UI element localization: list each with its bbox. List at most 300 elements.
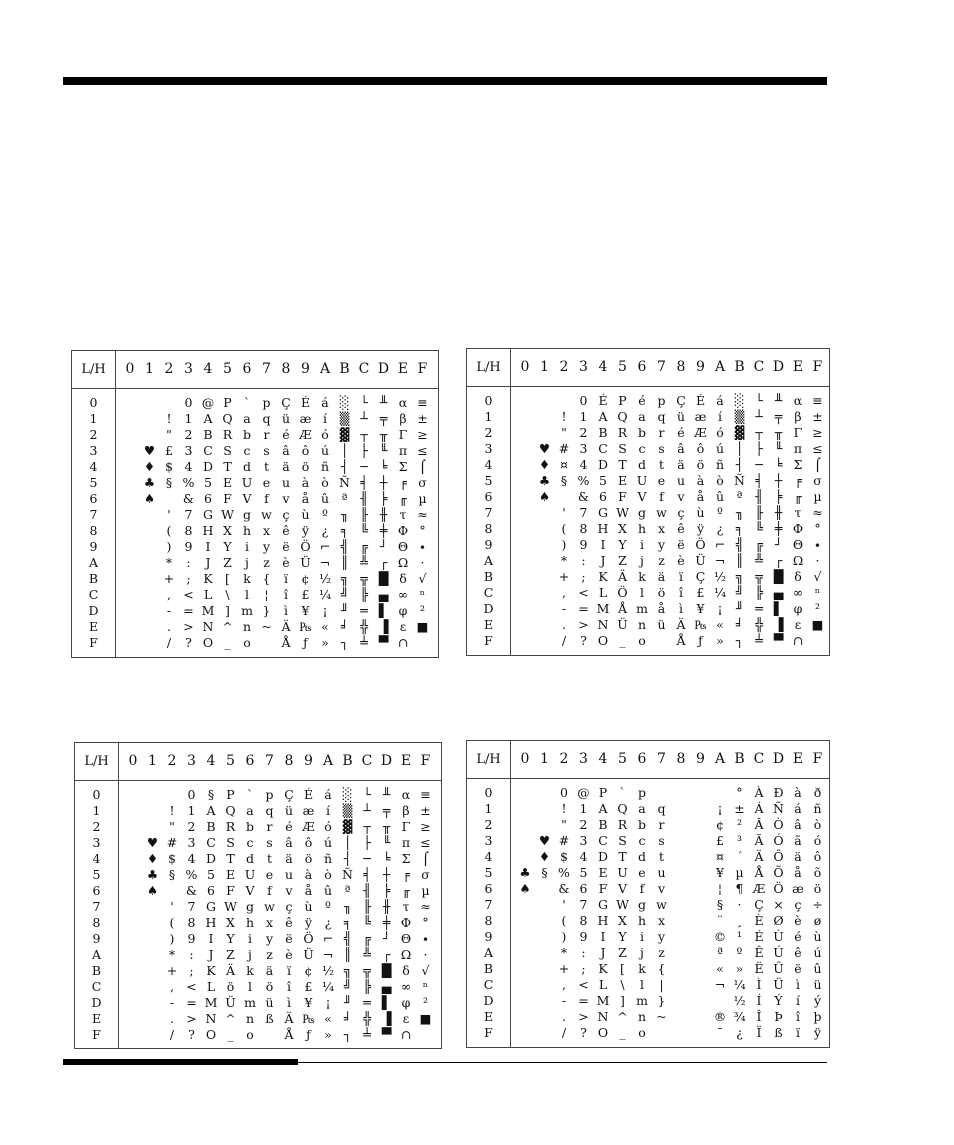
character-cell: / <box>561 1025 567 1040</box>
column-header: 5 <box>618 751 627 767</box>
character-cell: X <box>618 521 627 536</box>
character-cell: ½ <box>321 963 335 978</box>
character-cell: ╬ <box>755 617 763 632</box>
character-cell: 4 <box>184 459 193 474</box>
column-header: D <box>772 751 785 767</box>
row-header: A <box>483 553 494 568</box>
character-cell: ₧ <box>299 619 312 634</box>
character-cell: « <box>716 961 724 976</box>
character-cell: 2 <box>184 427 193 442</box>
character-cell: L <box>598 977 608 992</box>
character-cell: ε <box>402 1011 410 1026</box>
character-cell: ô <box>301 443 310 458</box>
character-cell: F <box>598 881 608 896</box>
character-cell: ö <box>304 851 313 866</box>
character-cell: § <box>207 787 215 802</box>
character-cell: } <box>657 993 666 1008</box>
character-cell: ( <box>561 913 567 928</box>
character-cell: ╝ <box>343 979 352 994</box>
character-cell: û <box>813 961 822 976</box>
character-cell: Ä <box>225 963 236 978</box>
character-cell: ♣ <box>538 473 551 488</box>
character-cell: F <box>618 489 627 504</box>
character-cell: ã <box>794 833 802 848</box>
character-cell: v <box>282 491 290 506</box>
character-cell: ) <box>561 537 567 552</box>
character-cell: ┘ <box>382 931 391 946</box>
character-cell: K <box>203 571 213 586</box>
character-cell: ` <box>243 395 251 410</box>
character-cell: C <box>203 443 213 458</box>
character-cell: O <box>202 635 214 650</box>
character-cell: ╒ <box>794 473 802 488</box>
character-cell: e <box>265 867 274 882</box>
character-cell: B <box>203 427 213 442</box>
character-cell: ╗ <box>340 571 349 586</box>
character-cell: 2 <box>187 819 196 834</box>
character-cell: ü <box>284 803 294 818</box>
character-cell: Ò <box>773 817 784 832</box>
character-cell: b <box>242 427 251 442</box>
character-cell: ä <box>677 457 685 472</box>
character-cell: n <box>637 617 647 632</box>
character-cell: ╙ <box>774 441 783 456</box>
character-cell: └ <box>360 395 368 410</box>
character-cell: C <box>598 441 608 456</box>
character-cell: < <box>183 587 194 602</box>
character-cell: ú <box>715 441 725 456</box>
character-cell: @ <box>201 395 215 410</box>
character-cell: σ <box>813 473 822 488</box>
character-cell: ┐ <box>343 1027 352 1042</box>
character-cell: ⌠ <box>422 851 429 866</box>
character-cell: 4 <box>579 849 588 864</box>
character-cell: c <box>638 441 646 456</box>
character-cell: T <box>618 457 627 472</box>
character-cell: 7 <box>187 899 196 914</box>
character-cell: â <box>794 817 802 832</box>
character-cell: \ <box>620 977 625 992</box>
row-header: F <box>484 633 493 648</box>
character-cell: A <box>206 803 216 818</box>
character-cell: δ <box>399 571 407 586</box>
character-cell: o <box>243 635 251 650</box>
character-cell: i <box>248 931 252 946</box>
character-cell: * <box>560 553 568 568</box>
column-header: 7 <box>265 753 274 769</box>
character-cell: º <box>322 507 328 522</box>
row-header: 6 <box>92 883 101 898</box>
character-cell: 1 <box>184 411 193 426</box>
column-header: 1 <box>540 751 549 767</box>
row-header: 5 <box>484 865 493 880</box>
character-cell: ▓ <box>342 819 353 834</box>
character-cell: w <box>656 897 667 912</box>
character-cell: E <box>222 475 233 490</box>
character-cell: Γ <box>793 425 803 440</box>
character-cell: ` <box>246 787 254 802</box>
character-cell: E <box>598 865 608 880</box>
character-cell: Ú <box>773 945 784 960</box>
character-cell: > <box>578 617 589 632</box>
character-cell: j <box>640 945 644 960</box>
character-cell: ≤ <box>417 443 428 458</box>
character-cell: Ñ <box>734 473 745 488</box>
character-cell: ₧ <box>302 1011 315 1026</box>
character-cell: B <box>598 425 608 440</box>
character-cell: e <box>638 865 646 880</box>
column-header: 1 <box>540 359 549 375</box>
character-cell: ÿ <box>301 523 310 538</box>
character-cell: ª <box>344 883 351 898</box>
character-cell: f <box>639 881 645 896</box>
character-cell: ¦ <box>717 881 723 896</box>
character-cell: µ <box>421 883 430 898</box>
row-header: E <box>483 1009 494 1024</box>
character-cell: q <box>657 409 666 424</box>
character-cell: Y <box>226 931 235 946</box>
character-cell: ╣ <box>340 539 349 554</box>
character-cell: g <box>637 897 646 912</box>
character-cell: Y <box>223 539 232 554</box>
character-cell: u <box>281 475 291 490</box>
character-cell: 0 <box>560 785 568 800</box>
row-header: F <box>92 1027 101 1042</box>
character-cell: ¥ <box>696 601 705 616</box>
table-bottom-left <box>74 742 442 1049</box>
row-header: F <box>89 635 98 650</box>
character-cell: . <box>167 619 171 634</box>
character-cell: v <box>677 489 685 504</box>
character-cell: £ <box>304 979 313 994</box>
character-cell: » <box>735 961 744 976</box>
character-cell: d <box>637 457 646 472</box>
character-cell: ï <box>679 569 683 584</box>
top-rule <box>63 77 827 85</box>
character-cell: ╙ <box>382 835 391 850</box>
row-header: 2 <box>92 819 101 834</box>
character-cell: ; <box>189 963 194 978</box>
character-cell: ≈ <box>420 899 431 914</box>
character-cell: W <box>224 899 237 914</box>
character-cell: l <box>245 587 249 602</box>
character-cell: Å <box>284 1027 294 1042</box>
character-cell: ▀ <box>378 635 389 650</box>
character-cell: ╧ <box>360 635 368 650</box>
row-header: D <box>483 601 494 616</box>
character-cell: p <box>262 395 271 410</box>
character-cell: á <box>324 787 332 802</box>
bottom-rule-thin <box>298 1062 827 1063</box>
character-cell: ï <box>796 1025 800 1040</box>
character-cell: x <box>657 521 666 536</box>
character-cell: Σ <box>398 459 408 474</box>
corner-label: L/H <box>81 362 106 377</box>
character-cell: Z <box>618 945 627 960</box>
character-cell: ` <box>619 785 626 800</box>
character-cell: l <box>640 585 644 600</box>
character-cell: ╛ <box>735 617 744 632</box>
character-cell: 8 <box>579 521 588 536</box>
character-cell: ë <box>677 537 685 552</box>
character-cell: ╥ <box>774 425 783 440</box>
character-cell: ╨ <box>379 395 388 410</box>
character-cell: : <box>189 947 194 962</box>
character-cell: ¡ <box>717 601 723 616</box>
character-cell: ê <box>677 521 685 536</box>
character-cell: é <box>282 427 290 442</box>
character-cell: ╠ <box>363 979 371 994</box>
character-cell: £ <box>165 443 173 458</box>
character-cell: £ <box>696 585 705 600</box>
character-cell: ¯ <box>716 1025 724 1040</box>
character-cell: è <box>282 555 290 570</box>
character-cell: K <box>206 963 216 978</box>
character-cell: J <box>208 947 214 962</box>
character-cell: ═ <box>755 601 763 616</box>
column-header: D <box>377 361 390 377</box>
character-cell: × <box>773 897 784 912</box>
character-cell: ³ <box>736 833 742 848</box>
character-cell: n <box>637 1009 647 1024</box>
character-cell: W <box>221 507 234 522</box>
character-cell: A <box>598 801 608 816</box>
character-cell: ? <box>188 1027 195 1042</box>
column-header: C <box>358 361 370 377</box>
character-cell: ë <box>282 539 290 554</box>
character-cell: ╬ <box>363 1011 371 1026</box>
row-header: 2 <box>89 427 98 442</box>
character-cell: i <box>640 537 644 552</box>
character-cell: ô <box>813 849 822 864</box>
character-cell: ƒ <box>698 633 703 648</box>
column-header: 0 <box>520 751 530 767</box>
column-header: 3 <box>579 751 588 767</box>
character-cell: º <box>325 899 331 914</box>
character-cell: ╤ <box>379 411 388 426</box>
character-cell: ╣ <box>343 931 352 946</box>
character-cell: f <box>659 489 664 504</box>
character-cell: ╕ <box>340 523 349 538</box>
character-cell: π <box>398 443 408 458</box>
character-cell: ¿ <box>736 1025 743 1040</box>
character-cell: 3 <box>579 441 588 456</box>
character-cell: ▄ <box>378 587 389 602</box>
character-cell: _ <box>227 1027 234 1042</box>
character-cell: ± <box>812 409 823 424</box>
column-header: 8 <box>281 361 291 377</box>
character-cell <box>711 993 729 1008</box>
character-cell: º <box>717 505 723 520</box>
character-cell: ² <box>736 817 742 832</box>
character-cell: % <box>577 473 590 488</box>
character-cell: ) <box>169 931 175 946</box>
character-cell: - <box>561 601 567 616</box>
column-header: 7 <box>262 361 271 377</box>
character-cell: h <box>637 521 647 536</box>
character-cell: ▌ <box>773 601 784 616</box>
character-cell: í <box>323 411 327 426</box>
column-header: 2 <box>164 361 174 377</box>
character-cell: É <box>303 787 314 802</box>
column-header: B <box>734 751 745 767</box>
character-cell: 5 <box>204 475 212 490</box>
character-cell: Ç <box>676 393 686 408</box>
character-cell: ] <box>225 603 230 618</box>
character-cell: ╖ <box>735 505 744 520</box>
character-cell: _ <box>224 635 231 650</box>
character-cell: e <box>657 473 666 488</box>
character-cell: M <box>201 603 215 618</box>
character-cell: ü <box>657 617 666 632</box>
table-top-left <box>71 350 439 658</box>
character-cell: ∩ <box>792 633 804 648</box>
row-header: 6 <box>484 489 493 504</box>
character-cell: ╞ <box>379 491 388 506</box>
character-cell: σ <box>421 867 430 882</box>
character-cell: ¡ <box>325 995 331 1010</box>
character-cell: ┼ <box>382 867 391 882</box>
row-header: 6 <box>89 491 98 506</box>
character-cell: ╚ <box>360 523 368 538</box>
character-cell: ¸ <box>736 913 743 928</box>
character-cell: U <box>617 865 628 880</box>
character-cell: d <box>242 459 251 474</box>
character-cell: Ü <box>303 947 314 962</box>
character-cell: é <box>638 393 646 408</box>
character-cell: ¼ <box>733 977 746 992</box>
character-cell: Ñ <box>342 867 353 882</box>
character-cell: s <box>266 835 273 850</box>
character-cell: ♦ <box>538 457 551 472</box>
character-cell: ® <box>713 1009 727 1024</box>
character-cell: Z <box>226 947 235 962</box>
character-cell: î <box>284 587 288 602</box>
character-cell: 9 <box>184 539 193 554</box>
character-cell: Ü <box>695 553 706 568</box>
character-cell: · <box>815 553 820 568</box>
character-cell: ┤ <box>343 851 352 866</box>
character-cell: Φ <box>792 521 804 536</box>
character-cell: ú <box>813 945 822 960</box>
row-header: 1 <box>484 409 493 424</box>
character-cell: 1 <box>187 803 196 818</box>
character-cell: í <box>796 993 800 1008</box>
character-cell: ╜ <box>735 601 744 616</box>
character-cell: & <box>558 881 570 896</box>
character-cell: N <box>202 619 214 634</box>
character-cell: , <box>170 979 174 994</box>
character-cell: φ <box>398 603 408 618</box>
row-header: D <box>88 603 99 618</box>
character-cell: £ <box>716 833 724 848</box>
character-cell: z <box>263 555 270 570</box>
character-cell: ╕ <box>343 915 352 930</box>
table-column-divider <box>510 349 511 655</box>
character-cell: Á <box>754 801 764 816</box>
character-cell: G <box>203 507 213 522</box>
row-header: 3 <box>484 833 493 848</box>
character-cell: ╔ <box>360 539 368 554</box>
character-cell: º <box>736 945 743 960</box>
character-cell: i <box>245 539 249 554</box>
character-cell: ¶ <box>735 881 744 896</box>
character-cell: 7 <box>184 507 193 522</box>
column-header: F <box>417 361 428 377</box>
character-cell: ╫ <box>774 505 783 520</box>
character-cell: y <box>657 929 666 944</box>
character-cell: ╦ <box>755 569 763 584</box>
character-cell: ╖ <box>343 899 352 914</box>
character-cell: ⌠ <box>814 457 821 472</box>
character-cell: ~ <box>261 619 272 634</box>
row-header: A <box>91 947 102 962</box>
character-cell: U <box>241 475 253 490</box>
row-header: A <box>483 945 494 960</box>
character-cell: ╓ <box>794 489 802 504</box>
character-cell: < <box>578 977 589 992</box>
character-cell: α <box>401 787 411 802</box>
character-cell: S <box>618 441 627 456</box>
row-header: 3 <box>92 835 101 850</box>
column-header: 8 <box>676 751 686 767</box>
character-cell: D <box>205 851 217 866</box>
character-cell: 0 <box>187 787 196 802</box>
row-header: 1 <box>92 803 101 818</box>
row-header: E <box>91 1011 102 1026</box>
row-header: B <box>88 571 99 586</box>
character-cell: \ <box>225 587 230 602</box>
character-cell: ╝ <box>340 587 349 602</box>
character-cell: x <box>262 523 271 538</box>
character-cell: ╓ <box>402 883 410 898</box>
character-cell: ¬ <box>319 555 331 570</box>
column-header: 9 <box>696 359 705 375</box>
character-cell: K <box>598 961 608 976</box>
character-cell: r <box>658 817 665 832</box>
character-cell: ú <box>320 443 330 458</box>
character-cell: ¥ <box>301 603 310 618</box>
character-cell: ╬ <box>360 619 368 634</box>
character-cell: H <box>597 521 609 536</box>
character-cell: ) <box>166 539 172 554</box>
character-cell: u <box>676 473 686 488</box>
character-cell: G <box>598 897 608 912</box>
character-cell: D <box>202 459 214 474</box>
character-cell: W <box>616 897 629 912</box>
character-cell: Γ <box>398 427 408 442</box>
character-cell: a <box>243 411 251 426</box>
character-cell: ┬ <box>360 427 368 442</box>
character-cell: f <box>267 883 272 898</box>
corner-label: L/H <box>476 752 501 767</box>
character-cell: ( <box>166 523 172 538</box>
character-cell: w <box>264 899 275 914</box>
character-cell: ╘ <box>382 851 391 866</box>
character-cell: ╟ <box>363 899 371 914</box>
character-cell: F <box>223 491 232 506</box>
character-cell: O <box>597 1025 609 1040</box>
character-cell: R <box>617 425 628 440</box>
character-cell: 6 <box>599 489 607 504</box>
character-cell: ∞ <box>792 585 804 600</box>
character-cell: ├ <box>755 441 763 456</box>
character-cell: ± <box>417 411 428 426</box>
character-cell: φ <box>793 601 803 616</box>
character-cell: / <box>166 635 172 650</box>
character-cell: q <box>262 411 271 426</box>
character-cell: ║ <box>735 553 744 568</box>
